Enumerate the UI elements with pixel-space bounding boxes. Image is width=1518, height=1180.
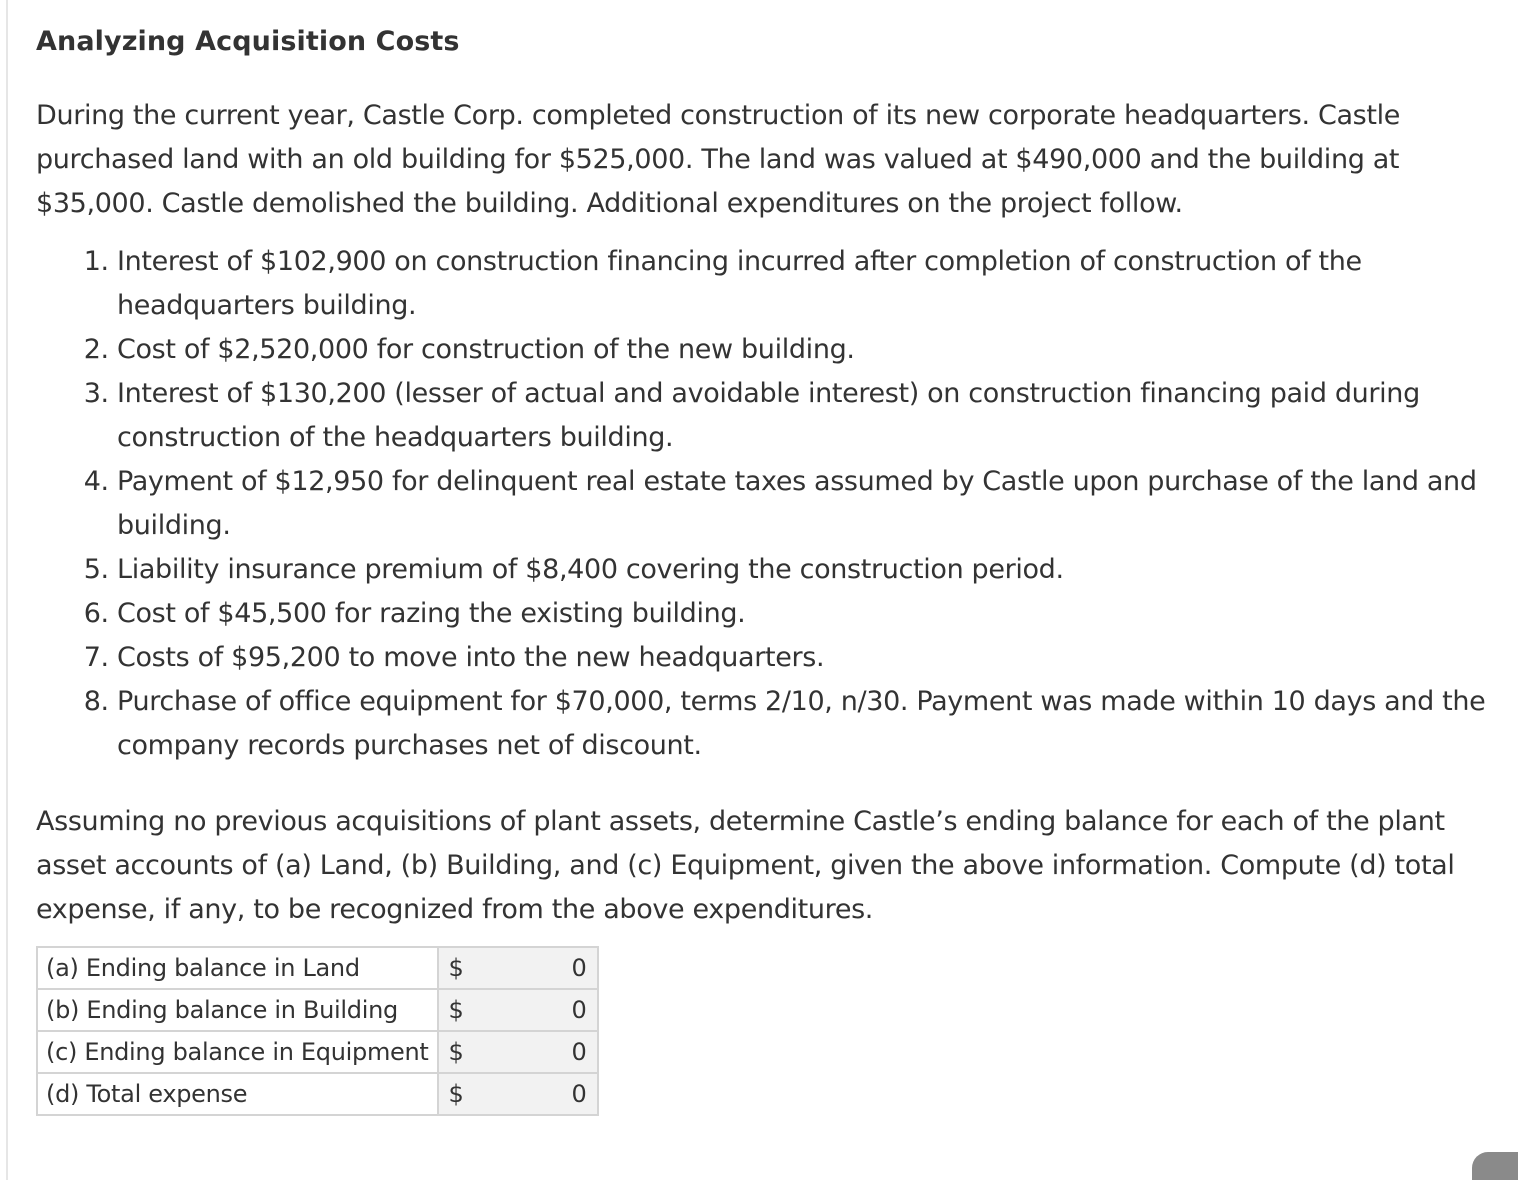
table-row [37,1031,598,1073]
help-tab[interactable] [1472,1152,1518,1180]
expenditure-list [36,240,1486,768]
input-value: 0 [571,954,587,982]
input-value: 0 [571,1080,587,1108]
total-expense-input[interactable] [438,1073,598,1115]
input-value: 0 [571,996,587,1024]
list-item: 2. Cost of $2,520,000 for construction of the new building. [117,328,1486,372]
problem-content [36,22,1486,1116]
table-row [37,989,598,1031]
list-item: 5. Liability insurance premium of $8,400 covering the construction period. [117,548,1486,592]
list-item: 3. Interest of $130,200 (lesser of actual and avoidable interest) on construction financing paid during construction of the headquarters building. [117,372,1486,460]
answer-table [36,946,599,1116]
table-row [37,1073,598,1115]
building-balance-input[interactable] [438,989,598,1031]
list-item: 1. Interest of $102,900 on construction financing incurred after completion of construction of the headquarters building. [117,240,1486,328]
table-row [37,947,598,989]
row-label: (a) Ending balance in Land [37,947,438,989]
land-balance-input[interactable] [438,947,598,989]
row-label: (b) Ending balance in Building [37,989,438,1031]
row-label: (d) Total expense [37,1073,438,1115]
list-item: 8. Purchase of office equipment for $70,000, terms 2/10, n/30. Payment was made within 10 days and the company records purchases net of discount. [117,680,1486,768]
list-item: 6. Cost of $45,500 for razing the existing building. [117,592,1486,636]
currency-symbol: $ [448,1080,464,1108]
problem-intro: During the current year, Castle Corp. completed construction of its new corporate headquarters. Castle purchased land with an old building for $525,000. The land was valued at $490,000 and the building at $35,000. Castle demolished the building. Additional expenditures on the project follow. [36,100,1401,219]
page-title: Analyzing Acquisition Costs [36,26,460,57]
question-text: Assuming no previous acquisitions of plant assets, determine Castle’s ending balance for each of the plant asset accounts of (a) Land, (b) Building, and (c) Equipment, given the above information. Compute (d) total expense, if any, to be recognized from the above expenditures. [36,806,1455,925]
list-item: 4. Payment of $12,950 for delinquent real estate taxes assumed by Castle upon purchase of the land and building. [117,460,1486,548]
currency-symbol: $ [448,996,464,1024]
currency-symbol: $ [448,954,464,982]
currency-symbol: $ [448,1038,464,1066]
left-border [6,0,8,1180]
row-label: (c) Ending balance in Equipment [37,1031,438,1073]
equipment-balance-input[interactable] [438,1031,598,1073]
list-item: 7. Costs of $95,200 to move into the new headquarters. [117,636,1486,680]
input-value: 0 [571,1038,587,1066]
